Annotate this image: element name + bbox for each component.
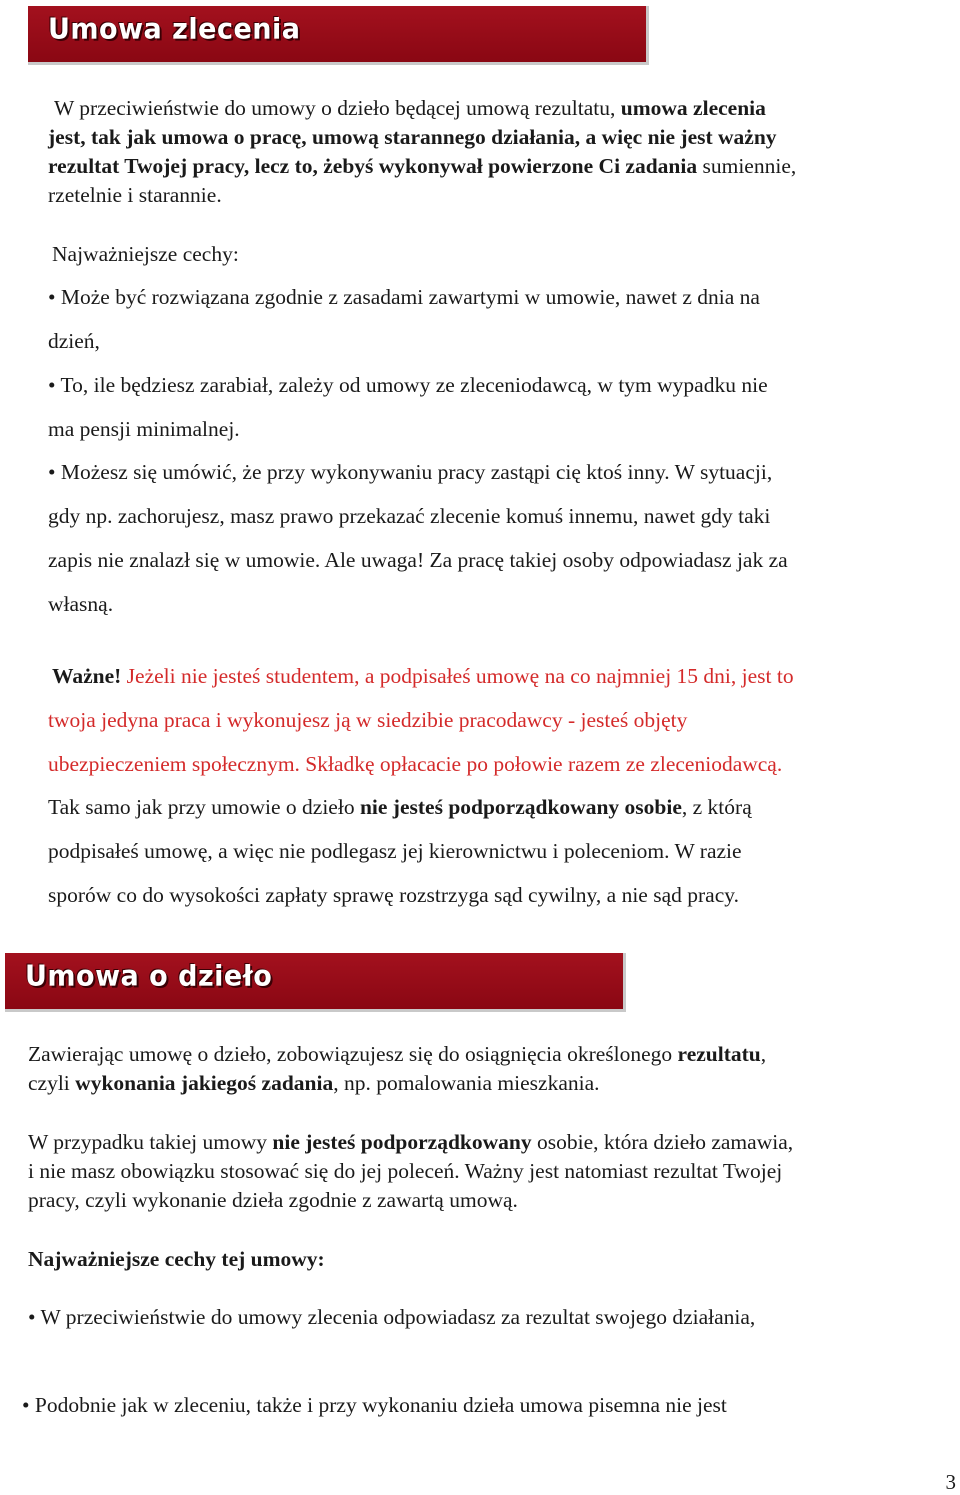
important-line-2: twoja jedyna praca i wykonujesz ją w siedzibie pracodawcy - jesteś objęty xyxy=(48,708,688,732)
page-number: 3 xyxy=(945,1470,956,1494)
banner-title: Umowa zlecenia xyxy=(48,13,301,46)
s2-p1-line-2: czyli wykonania jakiegoś zadania, np. pomalowania mieszkania. xyxy=(28,1071,600,1095)
s2-p2-line-1: W przypadku takiej umowy nie jesteś podporządkowany osobie, która dzieło zamawia, xyxy=(28,1130,794,1154)
s2-p1-line-1: Zawierając umowę o dzieło, zobowiązujesz się do osiągnięcia określonego rezultatu, xyxy=(28,1042,767,1066)
feature-2-line-2: ma pensji minimalnej. xyxy=(48,417,240,441)
s2-p2-line-3: pracy, czyli wykonanie dzieła zgodnie z zawartą umową. xyxy=(28,1188,518,1212)
s2-heading: Najważniejsze cechy tej umowy: xyxy=(28,1247,325,1271)
intro-line-2: jest, tak jak umowa o pracę, umową starannego działania, a więc nie jest ważny xyxy=(48,125,777,149)
section-banner-umowa-o-dzielo xyxy=(5,953,626,1012)
note-line-1: Tak samo jak przy umowie o dzieło nie jesteś podporządkowany osobie, z którą xyxy=(48,795,752,819)
feature-1-line-2: dzień, xyxy=(48,329,100,353)
feature-3-line-3: zapis nie znalazł się w umowie. Ale uwaga! Za pracę takiej osoby odpowiadasz jak za xyxy=(48,548,788,572)
important-line-3: ubezpieczeniem społecznym. Składkę opłacacie po połowie razem ze zleceniodawcą. xyxy=(48,752,783,776)
feature-3-line-2: gdy np. zachorujesz, masz prawo przekazać zlecenie komuś innemu, nawet gdy taki xyxy=(48,504,771,528)
banner-title: Umowa o dzieło xyxy=(25,960,273,993)
s2-bullet-2: • Podobnie jak w zleceniu, także i przy wykonaniu dzieła umowa pisemna nie jest xyxy=(22,1393,727,1417)
feature-3-line-4: własną. xyxy=(48,592,114,616)
s2-p2-line-2: i nie masz obowiązku stosować się do jej poleceń. Ważny jest natomiast rezultat Twojej xyxy=(28,1159,783,1183)
feature-3-line-1: • Możesz się umówić, że przy wykonywaniu pracy zastąpi cię ktoś inny. W sytuacji, xyxy=(48,460,773,484)
intro-line-4: rzetelnie i starannie. xyxy=(48,183,222,207)
s2-bullet-1: • W przeciwieństwie do umowy zlecenia odpowiadasz za rezultat swojego działania, xyxy=(28,1305,756,1329)
intro-line-1: W przeciwieństwie do umowy o dzieło będącej umową rezultatu, umowa zlecenia xyxy=(54,96,766,120)
important-label: Ważne! xyxy=(52,664,122,688)
important-line-1: Ważne! Jeżeli nie jesteś studentem, a podpisałeś umowę na co najmniej 15 dni, jest to xyxy=(52,664,794,688)
note-line-2: podpisałeś umowę, a więc nie podlegasz jej kierownictwu i poleceniom. W razie xyxy=(48,839,742,863)
feature-1-line-1: • Może być rozwiązana zgodnie z zasadami zawartymi w umowie, nawet z dnia na xyxy=(48,285,760,309)
feature-2-line-1: • To, ile będziesz zarabiał, zależy od umowy ze zleceniodawcą, w tym wypadku nie xyxy=(48,373,768,397)
note-line-3: sporów co do wysokości zapłaty sprawę rozstrzyga sąd cywilny, a nie sąd pracy. xyxy=(48,883,739,907)
intro-line-3: rezultat Twojej pracy, lecz to, żebyś wykonywał powierzone Ci zadania sumiennie, xyxy=(48,154,797,178)
features-heading: Najważniejsze cechy: xyxy=(52,242,239,266)
section-banner-umowa-zlecenia xyxy=(28,6,649,65)
